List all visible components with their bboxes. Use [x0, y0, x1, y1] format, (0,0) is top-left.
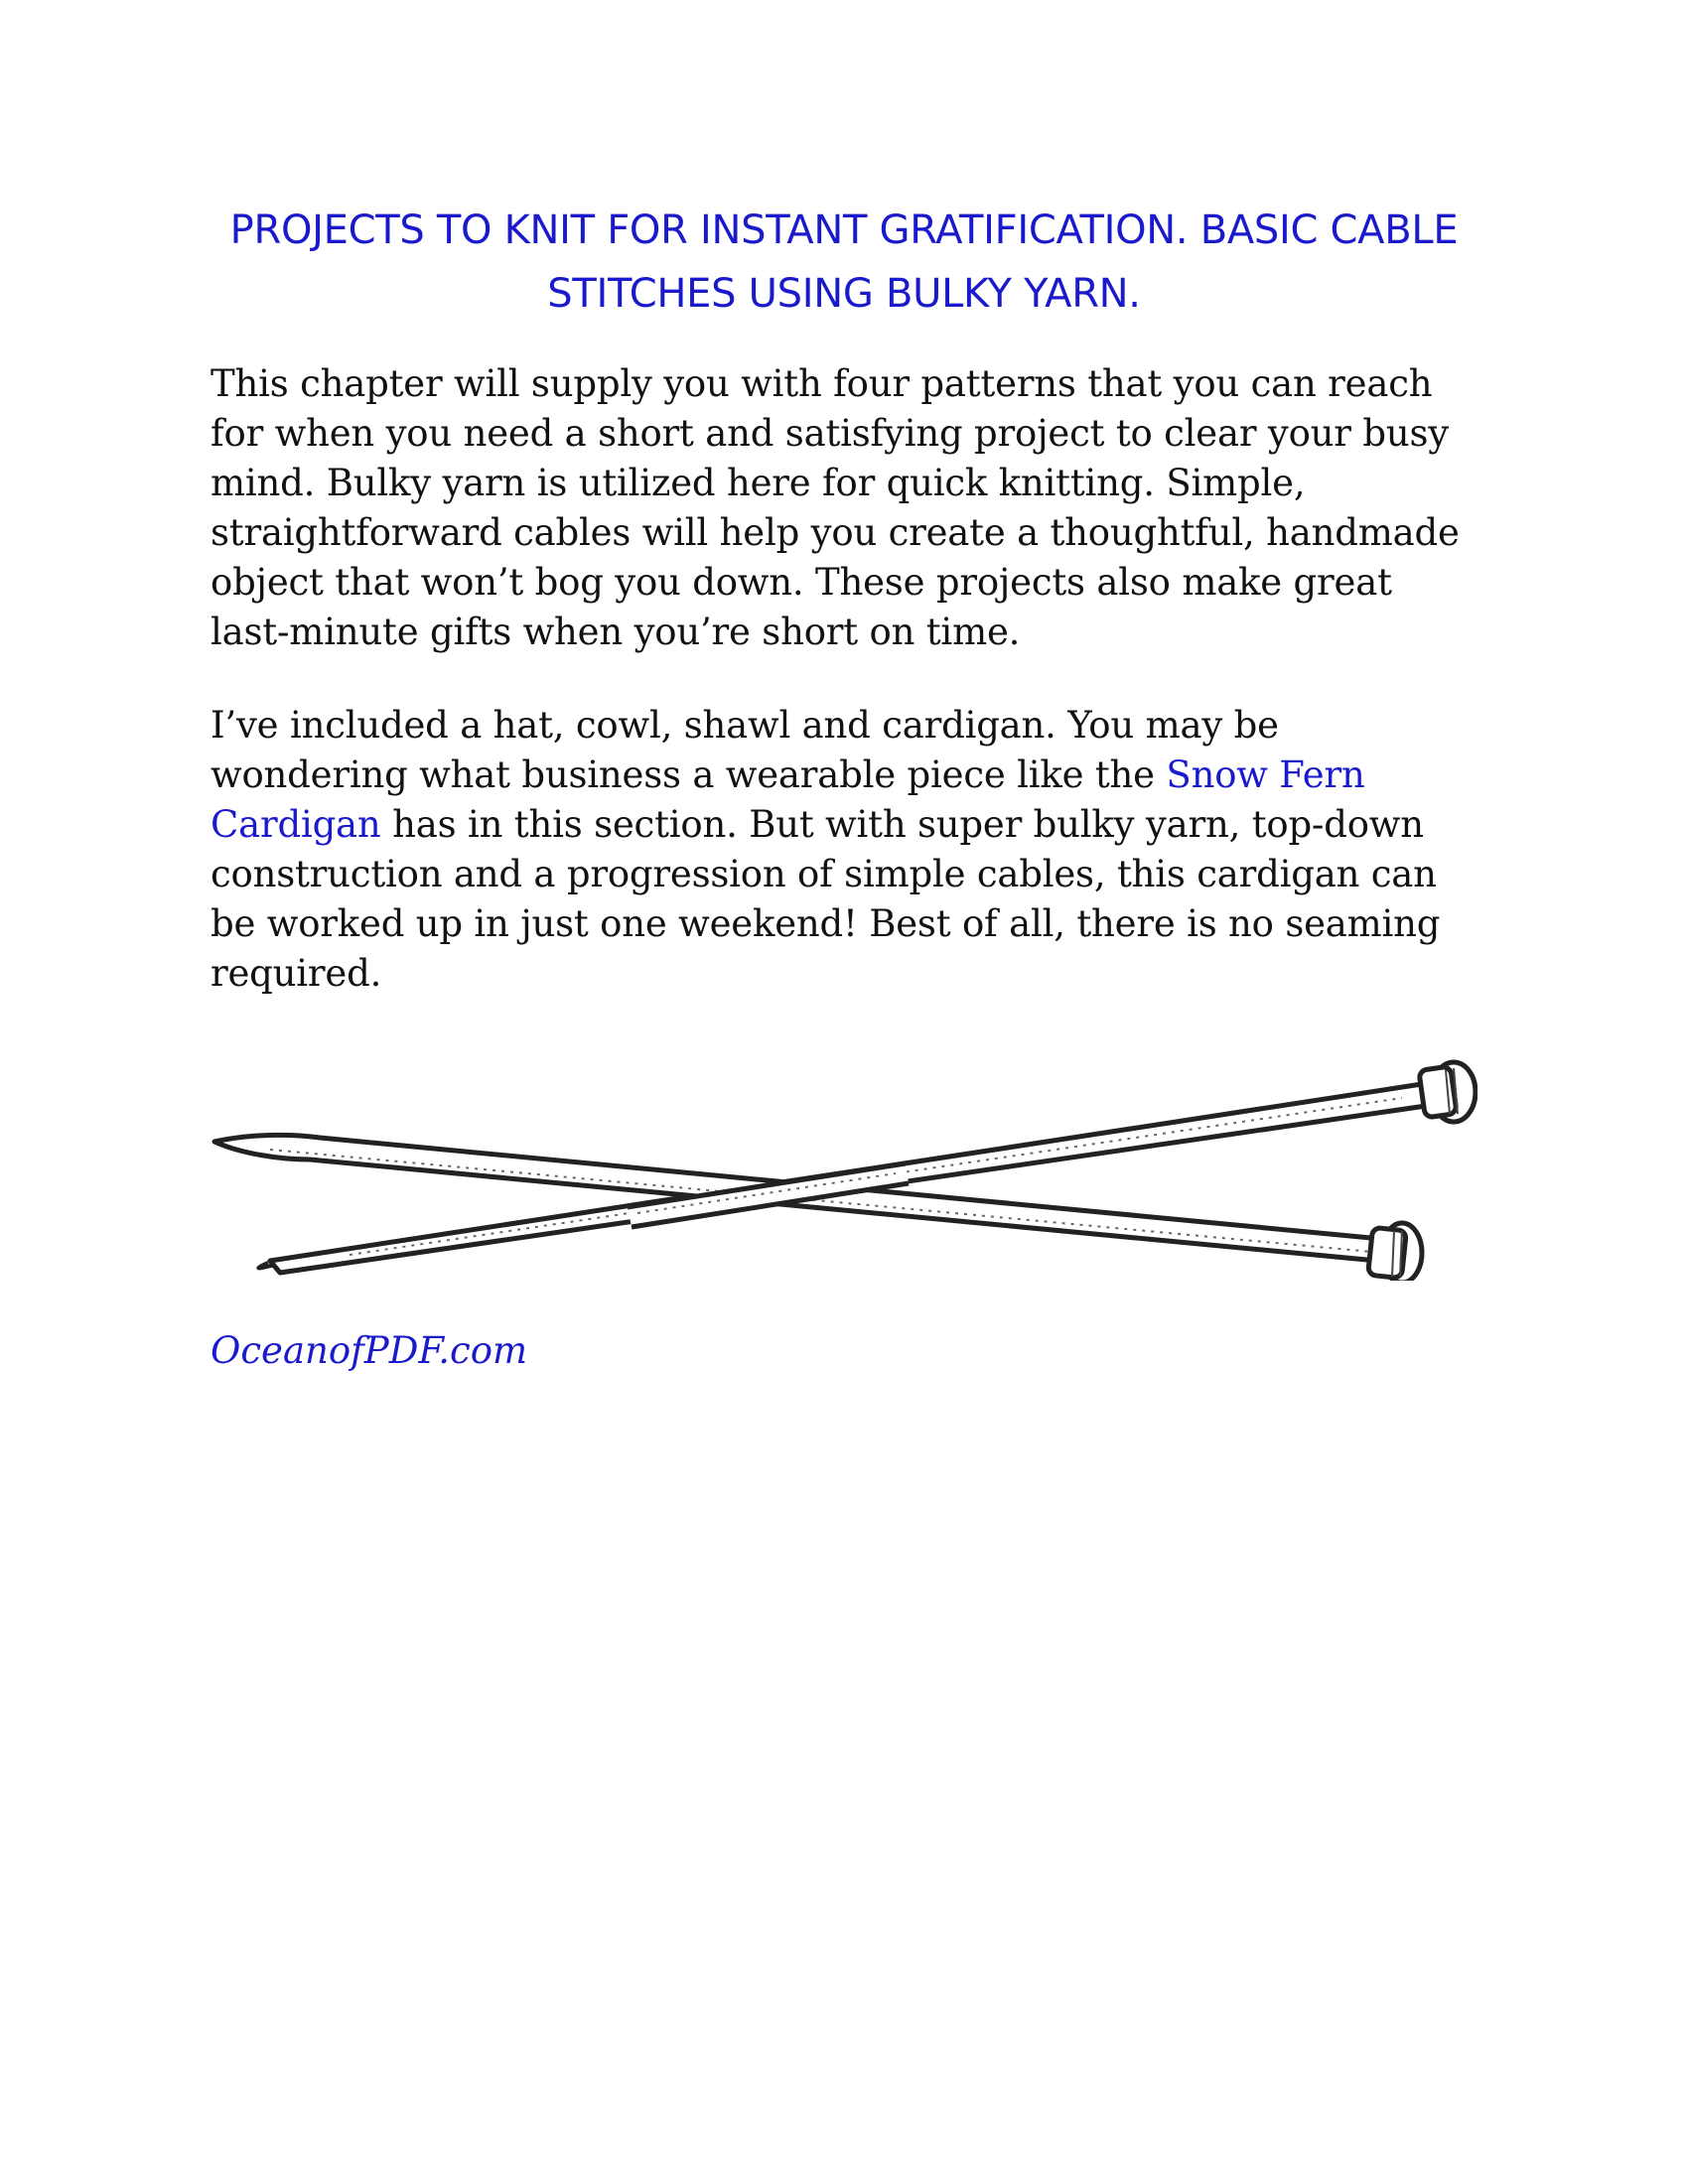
- second-paragraph-text-start: I’ve included a hat, cowl, shawl and cardigan. You may be wondering what business a wearable piece like the: [211, 704, 1279, 796]
- page-content: [211, 199, 1477, 1376]
- second-paragraph-text-end: has in this section. But with super bulky yarn, top-down construction and a progression of simple cables, this cardigan can be worked up in just one weekend! Best of all, there is no seaming required.: [211, 803, 1441, 995]
- second-paragraph: [211, 701, 1477, 999]
- chapter-title: PROJECTS TO KNIT FOR INSTANT GRATIFICATION. BASIC CABLE STITCHES USING BULKY YARN.: [229, 207, 1459, 317]
- needle-lower: [214, 1135, 1422, 1281]
- oceanofpdf-link[interactable]: OceanofPDF.com: [211, 1329, 528, 1372]
- knitting-needles-icon: [211, 1042, 1477, 1281]
- intro-paragraph: This chapter will supply you with four patterns that you can reach for when you need a short and satisfying project to clear your busy mind. Bulky yarn is utilized here for quick knitting. Simple, straightforward cables will help you create a thoughtful, handmade object that won’t bog you down. These projects also make great last-minute gifts when you’re short on time.: [211, 362, 1460, 653]
- snow-fern-cardigan-link[interactable]: Snow Fern Cardigan: [211, 753, 1365, 846]
